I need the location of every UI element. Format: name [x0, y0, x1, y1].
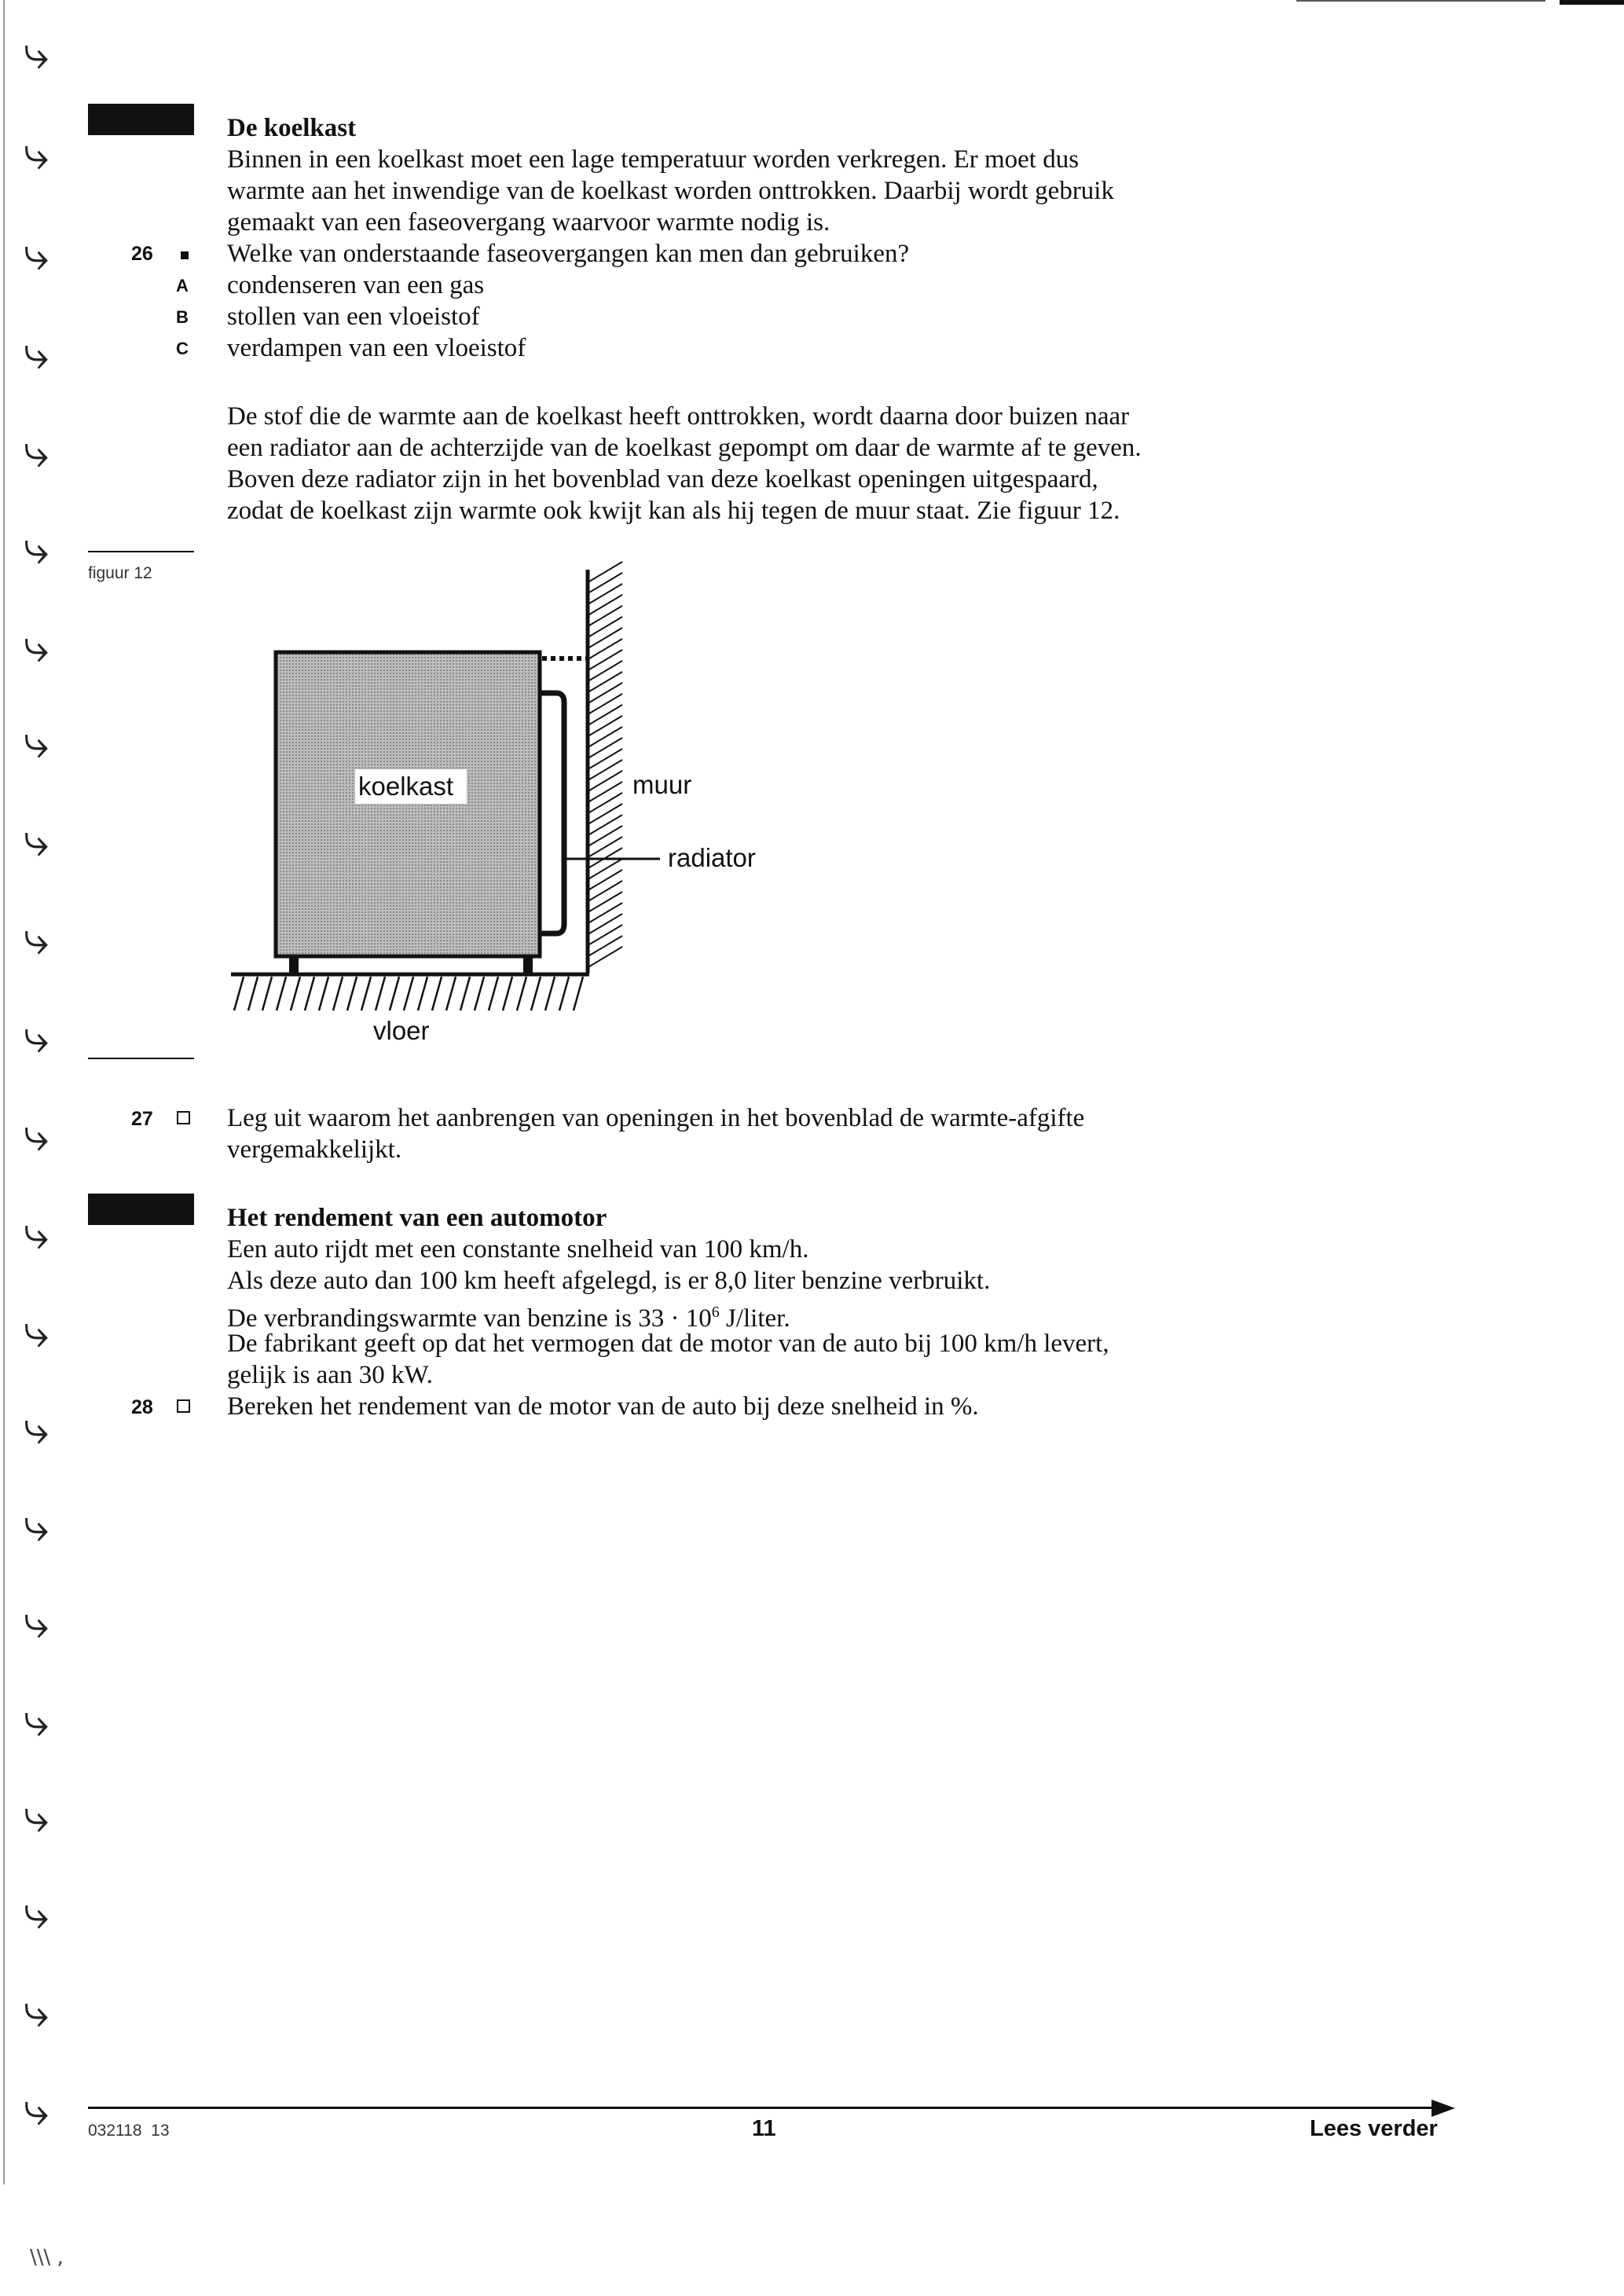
- binding-mark-icon: ⤷: [24, 521, 49, 574]
- lees-verder: Lees verder: [1310, 2116, 1438, 2141]
- question-text: Welke van onderstaande faseovergangen kan men dan gebruiken?: [227, 240, 910, 268]
- binding-mark-icon: ⤷: [24, 1693, 49, 1747]
- binding-mark-icon: ⤷: [24, 26, 49, 79]
- fridge-body: [276, 652, 540, 956]
- binding-mark-icon: ⤷: [24, 1010, 49, 1063]
- binding-mark-icon: ⤷: [24, 1401, 49, 1454]
- binding-mark-icon: ⤷: [24, 127, 49, 180]
- body-line: Boven deze radiator zijn in het bovenblad van deze koelkast openingen uitgespaard,: [227, 465, 1098, 493]
- floor-label: vloer: [373, 1016, 430, 1045]
- figure-caption: figuur 12: [88, 564, 152, 582]
- combustion-unit: J/liter.: [719, 1304, 790, 1333]
- body-line: gelijk is aan 30 kW.: [227, 1361, 433, 1389]
- body-line: een radiator aan de achterzijde van de koelkast gepompt om daar de warmte af te geven.: [227, 434, 1142, 462]
- question-number: 26: [131, 243, 153, 265]
- question-number: 27: [131, 1108, 153, 1130]
- section-title: De koelkast: [227, 114, 357, 142]
- floor-hatching: [234, 977, 583, 1010]
- fridge-label: koelkast: [358, 772, 454, 801]
- binding-mark-icon: ⤷: [24, 326, 49, 380]
- binding-mark-icon: ⤷: [24, 1789, 49, 1843]
- radiator-label: radiator: [668, 843, 756, 872]
- binding-mark-icon: ⤷: [24, 813, 49, 867]
- section-title: Het rendement van een automotor: [227, 1204, 607, 1232]
- answer-box-icon: [177, 1399, 190, 1413]
- question-28: Bereken het rendement van de motor van de auto bij deze snelheid in %.: [227, 1392, 979, 1421]
- body-line: De stof die de warmte aan de koelkast heeft onttrokken, wordt daarna door buizen naar: [227, 402, 1130, 431]
- scan-mark: \\\ ,: [30, 2246, 64, 2269]
- option-letter: B: [176, 307, 189, 327]
- binding-mark-icon: ⤷: [24, 1595, 49, 1649]
- section-koelkast: [227, 112, 1563, 372]
- combustion-text: De verbrandingswarmte van benzine is 33 · 10: [227, 1304, 712, 1333]
- option-letter: C: [176, 339, 189, 358]
- top-rule: [1296, 0, 1545, 2]
- option-text: condenseren van een gas: [227, 271, 485, 299]
- question-27: [227, 1102, 1563, 1165]
- fridge-foot: [289, 956, 299, 974]
- binding-mark-icon: ⤷: [24, 715, 49, 768]
- section-automotor: [227, 1202, 1563, 1399]
- body-line: Als deze auto dan 100 km heeft afgelegd, is er 8,0 liter benzine verbruikt.: [227, 1267, 991, 1295]
- binding-mark-icon: ⤷: [24, 619, 49, 673]
- paragraph-radiator: [227, 401, 1563, 534]
- binding-mark-icon: ⤷: [24, 1498, 49, 1552]
- top-rule-thick: [1560, 0, 1624, 5]
- binding-mark-icon: ⤷: [24, 1984, 49, 2037]
- body-line: zodat de koelkast zijn warmte ook kwijt kan als hij tegen de muur staat. Zie figuur 12.: [227, 497, 1120, 525]
- wall-label: muur: [632, 770, 692, 799]
- figure-rule-top: [88, 551, 194, 552]
- left-edge-line: [3, 0, 5, 2184]
- question-marker-icon: [181, 251, 189, 259]
- radiator-icon: [540, 693, 564, 933]
- option-text: verdampen van een vloeistof: [227, 334, 526, 362]
- fridge-foot: [523, 956, 533, 974]
- body-line: Binnen in een koelkast moet een lage temperatuur worden verkregen. Er moet dus: [227, 145, 1080, 174]
- binding-mark-icon: ⤷: [24, 1304, 49, 1358]
- option-text: stollen van een vloeistof: [227, 303, 480, 331]
- page-number: 11: [752, 2116, 776, 2141]
- body-line: De fabrikant geeft op dat het vermogen dat de motor van de auto bij 100 km/h levert,: [227, 1330, 1109, 1358]
- option-letter: A: [176, 276, 189, 295]
- figure-koelkast-diagram: [220, 550, 817, 1053]
- body-line: gemaakt van een faseovergang waarvoor warmte nodig is.: [227, 208, 830, 237]
- wall-hatching: [589, 562, 622, 966]
- body-line: Een auto rijdt met een constante snelheid van 100 km/h.: [227, 1235, 809, 1264]
- binding-mark-icon: ⤷: [24, 911, 49, 965]
- figure-rule-bottom: [88, 1058, 194, 1059]
- section-bar-automotor: [88, 1194, 194, 1225]
- binding-mark-icon: ⤷: [24, 424, 49, 478]
- section-bar-koelkast: [88, 104, 194, 135]
- footer-code: 032118 13: [88, 2122, 170, 2140]
- question-text: Leg uit waarom het aanbrengen van openingen in het bovenblad de warmte-afgifte: [227, 1104, 1085, 1132]
- question-number: 28: [131, 1396, 153, 1418]
- question-text: vergemakkelijkt.: [227, 1135, 402, 1164]
- body-line: warmte aan het inwendige van de koelkast worden onttrokken. Daarbij wordt gebruik: [227, 177, 1114, 205]
- combustion-exponent: 6: [711, 1304, 720, 1321]
- binding-mark-icon: ⤷: [24, 2082, 49, 2136]
- binding-mark-icon: ⤷: [24, 227, 49, 281]
- binding-mark-icon: ⤷: [24, 1108, 49, 1161]
- footer-rule: [88, 2107, 1435, 2109]
- binding-mark-icon: ⤷: [24, 1206, 49, 1260]
- binding-mark-icon: ⤷: [24, 1886, 49, 1939]
- answer-box-icon: [177, 1111, 190, 1124]
